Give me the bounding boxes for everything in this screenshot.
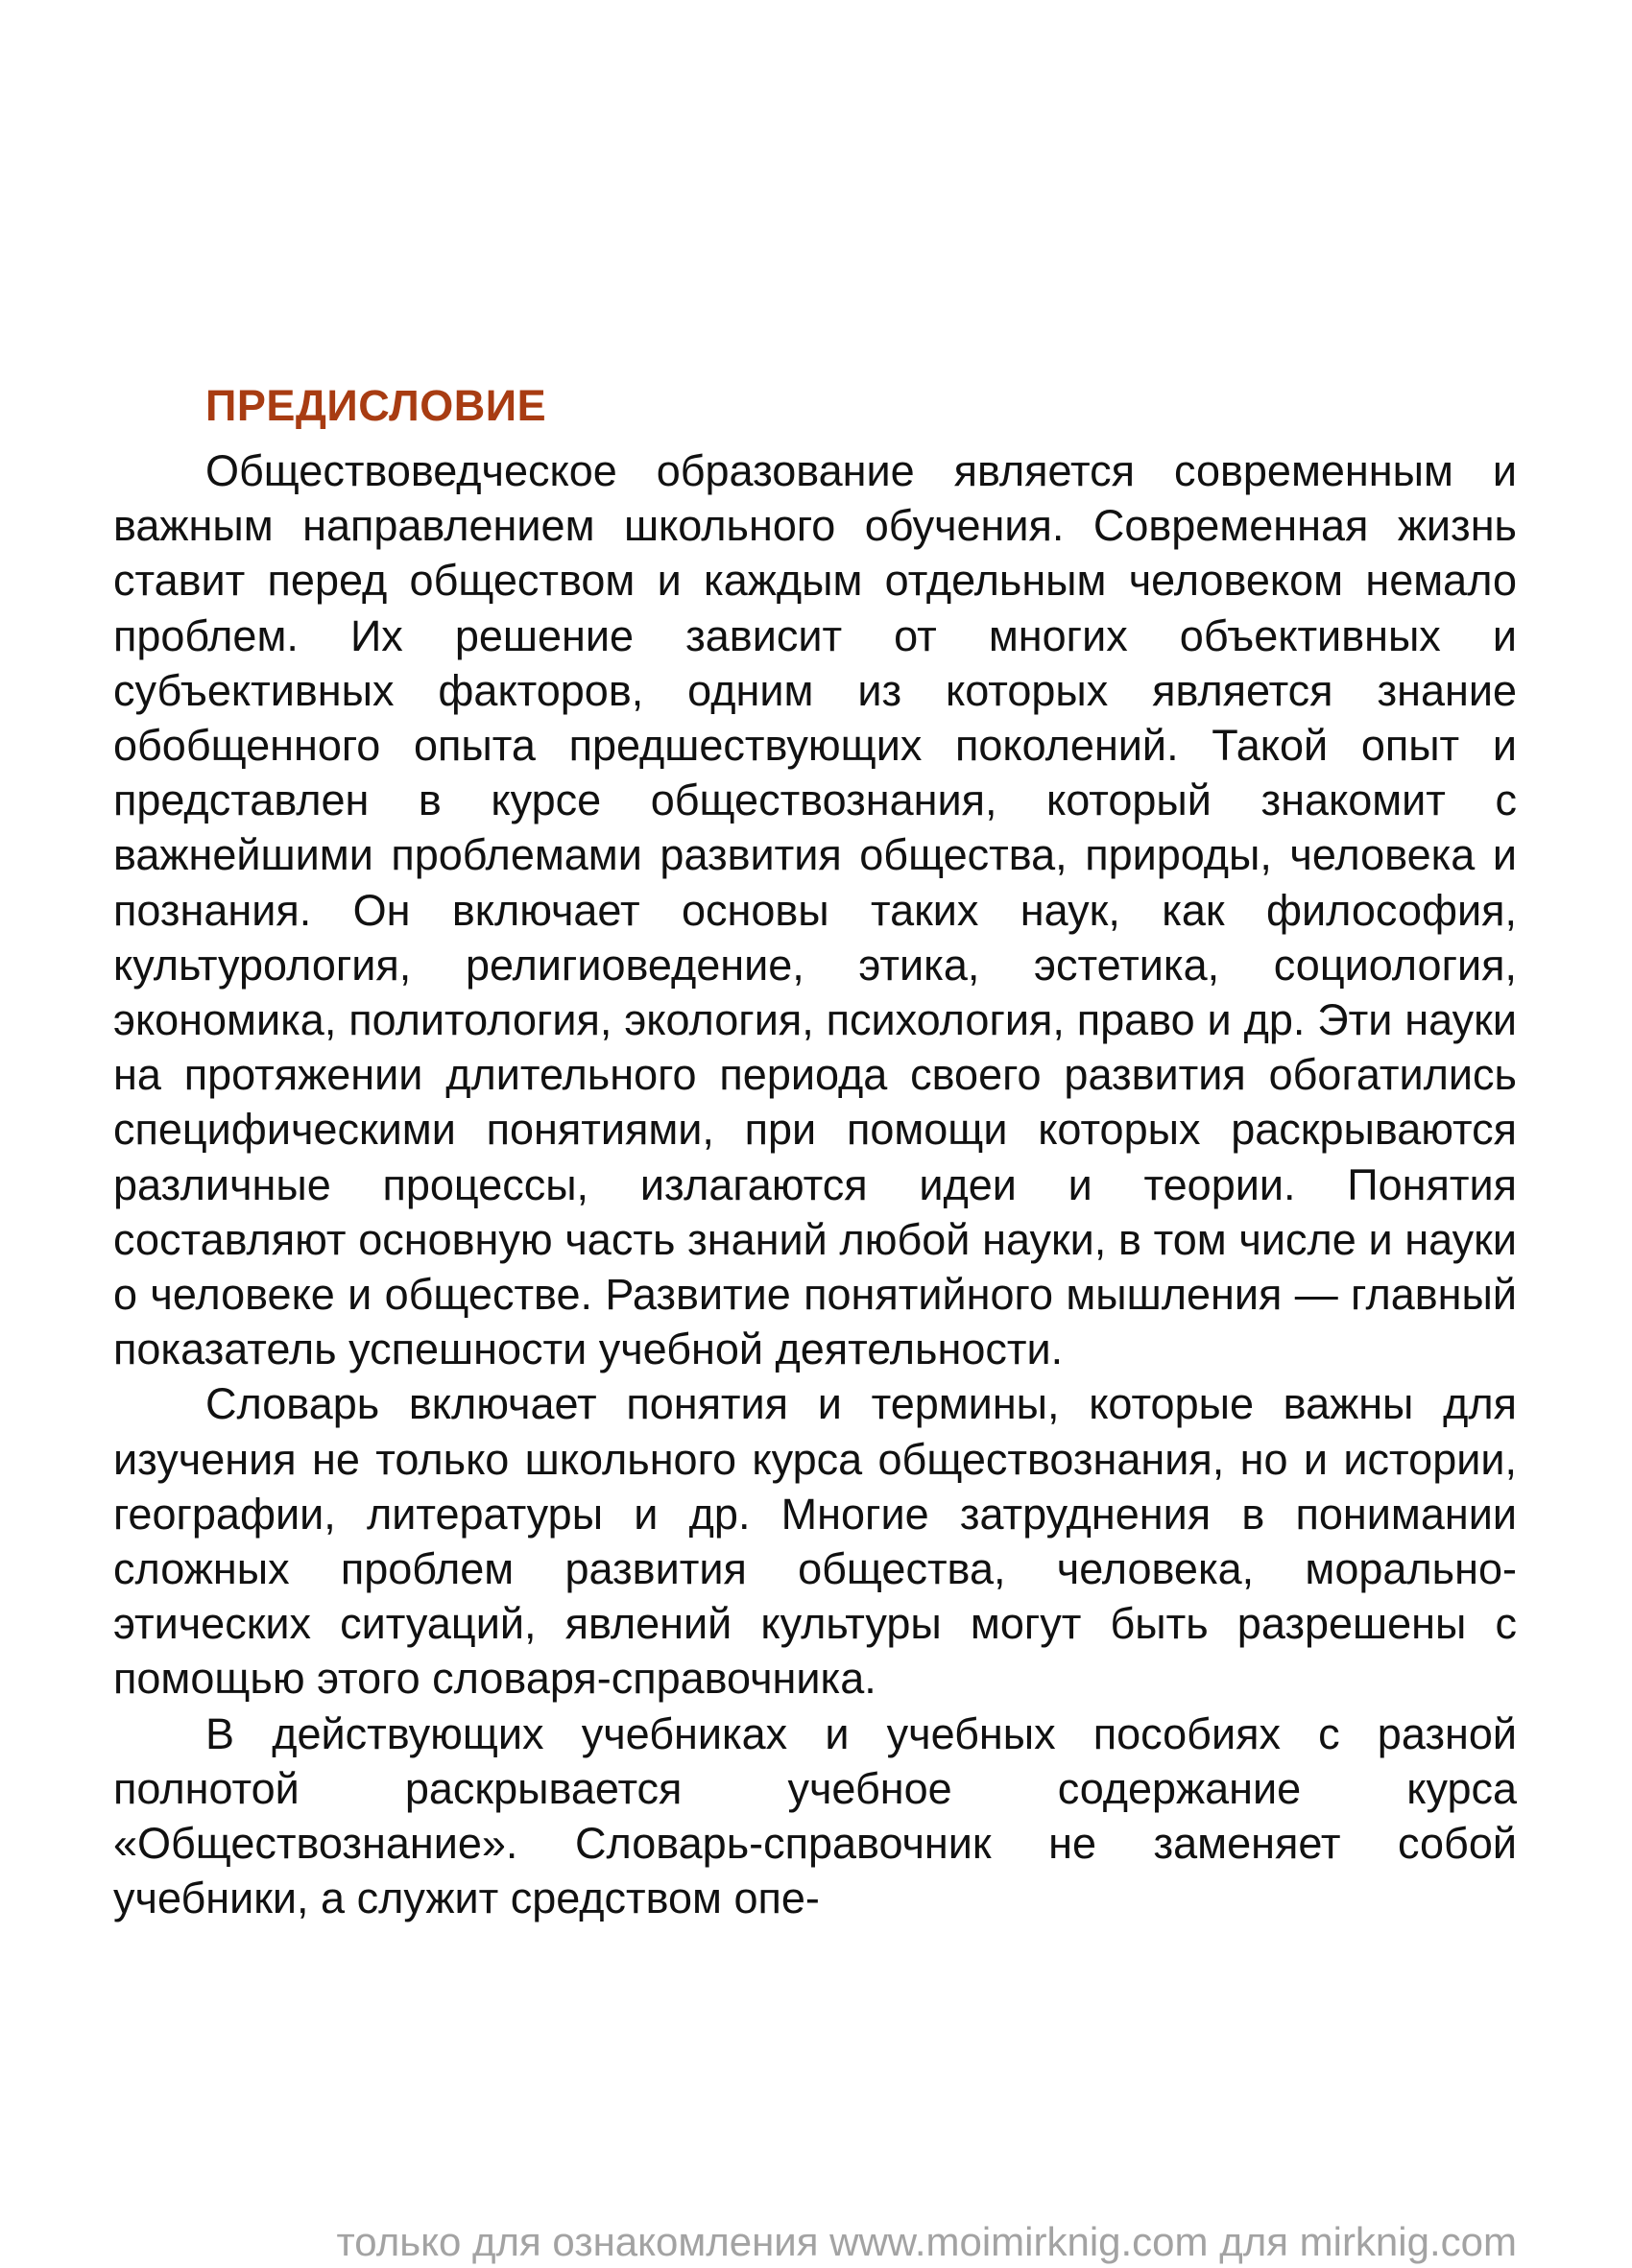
watermark-footer: только для ознакомления www.moimirknig.com для mirknig.com xyxy=(336,2219,1517,2264)
paragraph-1: Обществоведческое образование является современным и важным направлением школьного обучения. Современная жизнь ставит перед обществом и каждым отдельным человеком немало проблем. Их решение зависит от многих объективных и субъективных факторов, одним из которых является знание обобщенного опыта предшествующих поколений. Такой опыт и представлен в курсе обществознания, который знакомит с важнейшими проблемами развития общества, природы, человека и познания. Он включает основы таких наук, как философия, культурология, религиоведение, этика, эстетика, социология, экономика, политология, экология, психология, право и др. Эти науки на протяжении длительного периода своего развития обогатились специфическими понятиями, при помощи которых раскрываются различные процессы, излагаются идеи и теории. Понятия составляют основную часть знаний любой науки, в том числе и науки о человеке и обществе. Развитие понятийного мышления — главный показатель успешности учебной деятельности. xyxy=(113,446,1517,1374)
section-heading: ПРЕДИСЛОВИЕ xyxy=(205,381,547,430)
document-page xyxy=(113,0,1517,2268)
body-text xyxy=(113,443,1517,1925)
paragraph-2: Словарь включает понятия и термины, которые важны для изучения не только школьного курса обществознания, но и истории, географии, литературы и др. Многие затруднения в понимании сложных проблем развития общества, человека, морально-этических ситуаций, явлений культуры могут быть разрешены с помощью этого словаря-справочника. xyxy=(113,1379,1517,1704)
paragraph-3: В действующих учебниках и учебных пособиях с разной полнотой раскрывается учебное содержание курса «Обществознание». Словарь-справочник не заменяет собой учебники, а служит средством опе- xyxy=(113,1708,1517,1923)
